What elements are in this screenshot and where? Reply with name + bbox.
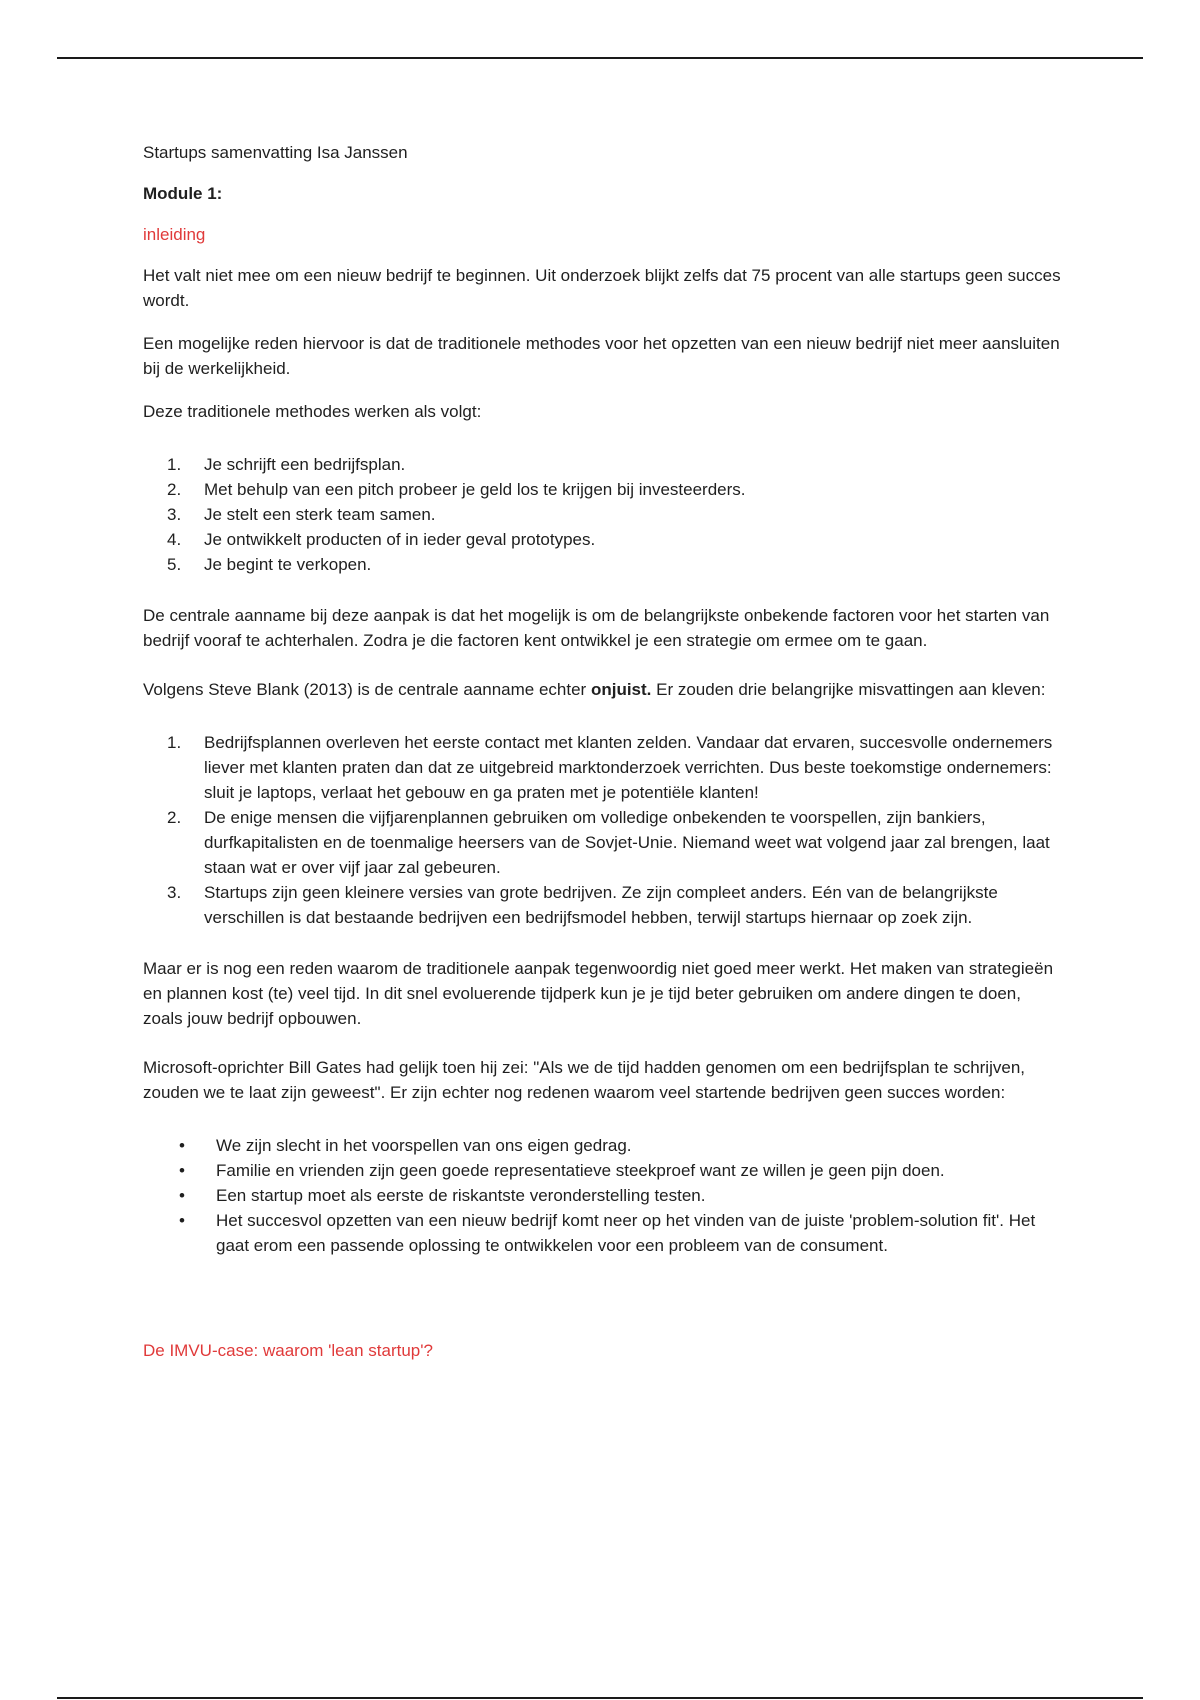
- list-number: 2.: [167, 480, 182, 499]
- paragraph-2: Een mogelijke reden hiervoor is dat de traditionele methodes voor het opzetten van een nieuw bedrijf niet meer aansluiten bij de werkelijkheid.: [143, 334, 1060, 378]
- list-item: [143, 880, 1063, 930]
- list-item: [143, 452, 1063, 477]
- document-body: [143, 140, 1063, 1363]
- list-item: [143, 527, 1063, 552]
- list-item-text: Je schrijft een bedrijfsplan.: [204, 455, 406, 474]
- list-item: [143, 477, 1063, 502]
- list-item-text: We zijn slecht in het voorspellen van ons eigen gedrag.: [216, 1136, 632, 1155]
- paragraph-5-start: Volgens Steve Blank (2013) is de centrale aanname echter: [143, 680, 591, 699]
- numbered-list-misconceptions: [143, 730, 1063, 930]
- page-bottom-rule: [57, 1697, 1143, 1699]
- list-item: [143, 1158, 1063, 1183]
- list-number: 3.: [167, 505, 182, 524]
- list-item-text: Je stelt een sterk team samen.: [204, 505, 436, 524]
- list-item: [143, 730, 1063, 805]
- list-item-text: Met behulp van een pitch probeer je geld los te krijgen bij investeerders.: [204, 480, 746, 499]
- page-top-rule: [57, 57, 1143, 59]
- paragraph-1: Het valt niet mee om een nieuw bedrijf te beginnen. Uit onderzoek blijkt zelfs dat 75 procent van alle startups geen succes wordt.: [143, 266, 1061, 310]
- bullet-icon: •: [179, 1161, 185, 1180]
- list-number: 3.: [167, 883, 182, 902]
- emphasis-onjuist: onjuist.: [590, 680, 652, 699]
- section-heading-imvu-case: De IMVU-case: waarom 'lean startup'?: [143, 1341, 433, 1360]
- paragraph-4: De centrale aanname bij deze aanpak is dat het mogelijk is om de belangrijkste onbekende factoren voor het starten van bedrijf vooraf te achterhalen. Zodra je die factoren kent ontwikkel je een strategie om ermee om te gaan.: [143, 606, 1050, 650]
- list-item: [143, 805, 1063, 880]
- module-heading: Module 1:: [143, 184, 223, 203]
- numbered-list-methods: [143, 452, 1063, 577]
- list-item-text: De enige mensen die vijfjarenplannen gebruiken om volledige onbekenden te voorspellen, zijn bankiers, durfkapitalisten en de toenmalige heersers van de Sovjet-Unie. Niemand weet wat volgend jaar zal brengen, laat staan wat er over vijf jaar zal gebeuren.: [204, 808, 1050, 877]
- bullet-icon: •: [179, 1211, 185, 1230]
- paragraph-3: Deze traditionele methodes werken als volgt:: [143, 402, 482, 421]
- list-item-text: Een startup moet als eerste de riskantste veronderstelling testen.: [216, 1186, 706, 1205]
- bullet-icon: •: [179, 1136, 185, 1155]
- paragraph-5: [143, 677, 1063, 702]
- list-item: [143, 1208, 1063, 1258]
- list-number: 1.: [167, 455, 182, 474]
- list-number: 1.: [167, 733, 182, 752]
- list-item: [143, 552, 1063, 577]
- list-item: [143, 502, 1063, 527]
- bullet-list-reasons: [143, 1133, 1063, 1258]
- paragraph-6: Maar er is nog een reden waarom de traditionele aanpak tegenwoordig niet goed meer werkt. Het maken van strategieën en plannen kost (te) veel tijd. In dit snel evoluerende tijdperk kun je je tijd beter gebruiken om andere dingen te doen, zoals jouw bedrijf opbouwen.: [143, 959, 1054, 1028]
- list-item-text: Je ontwikkelt producten of in ieder geval prototypes.: [204, 530, 596, 549]
- section-heading-inleiding: inleiding: [143, 225, 206, 244]
- paragraph-5-end: Er zouden drie belangrijke misvattingen aan kleven:: [651, 680, 1046, 699]
- list-item: [143, 1133, 1063, 1158]
- list-item-text: Familie en vrienden zijn geen goede representatieve steekproef want ze willen je geen pijn doen.: [216, 1161, 945, 1180]
- bullet-icon: •: [179, 1186, 185, 1205]
- paragraph-7: Microsoft-oprichter Bill Gates had gelijk toen hij zei: "Als we de tijd hadden genomen om een bedrijfsplan te schrijven, zouden we te laat zijn geweest". Er zijn echter nog redenen waarom veel startende bedrijven geen succes worden:: [143, 1058, 1025, 1102]
- list-item-text: Bedrijfsplannen overleven het eerste contact met klanten zelden. Vandaar dat ervaren, succesvolle ondernemers liever met klanten praten dan dat ze uitgebreid marktonderzoek verrichten. Dus beste toekomstige ondernemers: sluit je laptops, verlaat het gebouw en ga praten met je potentiële klanten!: [204, 733, 1053, 802]
- list-item: [143, 1183, 1063, 1208]
- list-item-text: Je begint te verkopen.: [204, 555, 372, 574]
- list-item-text: Startups zijn geen kleinere versies van grote bedrijven. Ze zijn compleet anders. Eén van de belangrijkste verschillen is dat bestaande bedrijven een bedrijfsmodel hebben, terwijl startups hiernaar op zoek zijn.: [204, 883, 998, 927]
- document-title: Startups samenvatting Isa Janssen: [143, 143, 408, 162]
- list-item-text: Het succesvol opzetten van een nieuw bedrijf komt neer op het vinden van de juiste 'problem-solution fit'. Het gaat erom een passende oplossing te ontwikkelen voor een probleem van de consument.: [216, 1211, 1036, 1255]
- list-number: 2.: [167, 808, 182, 827]
- list-number: 5.: [167, 555, 182, 574]
- list-number: 4.: [167, 530, 182, 549]
